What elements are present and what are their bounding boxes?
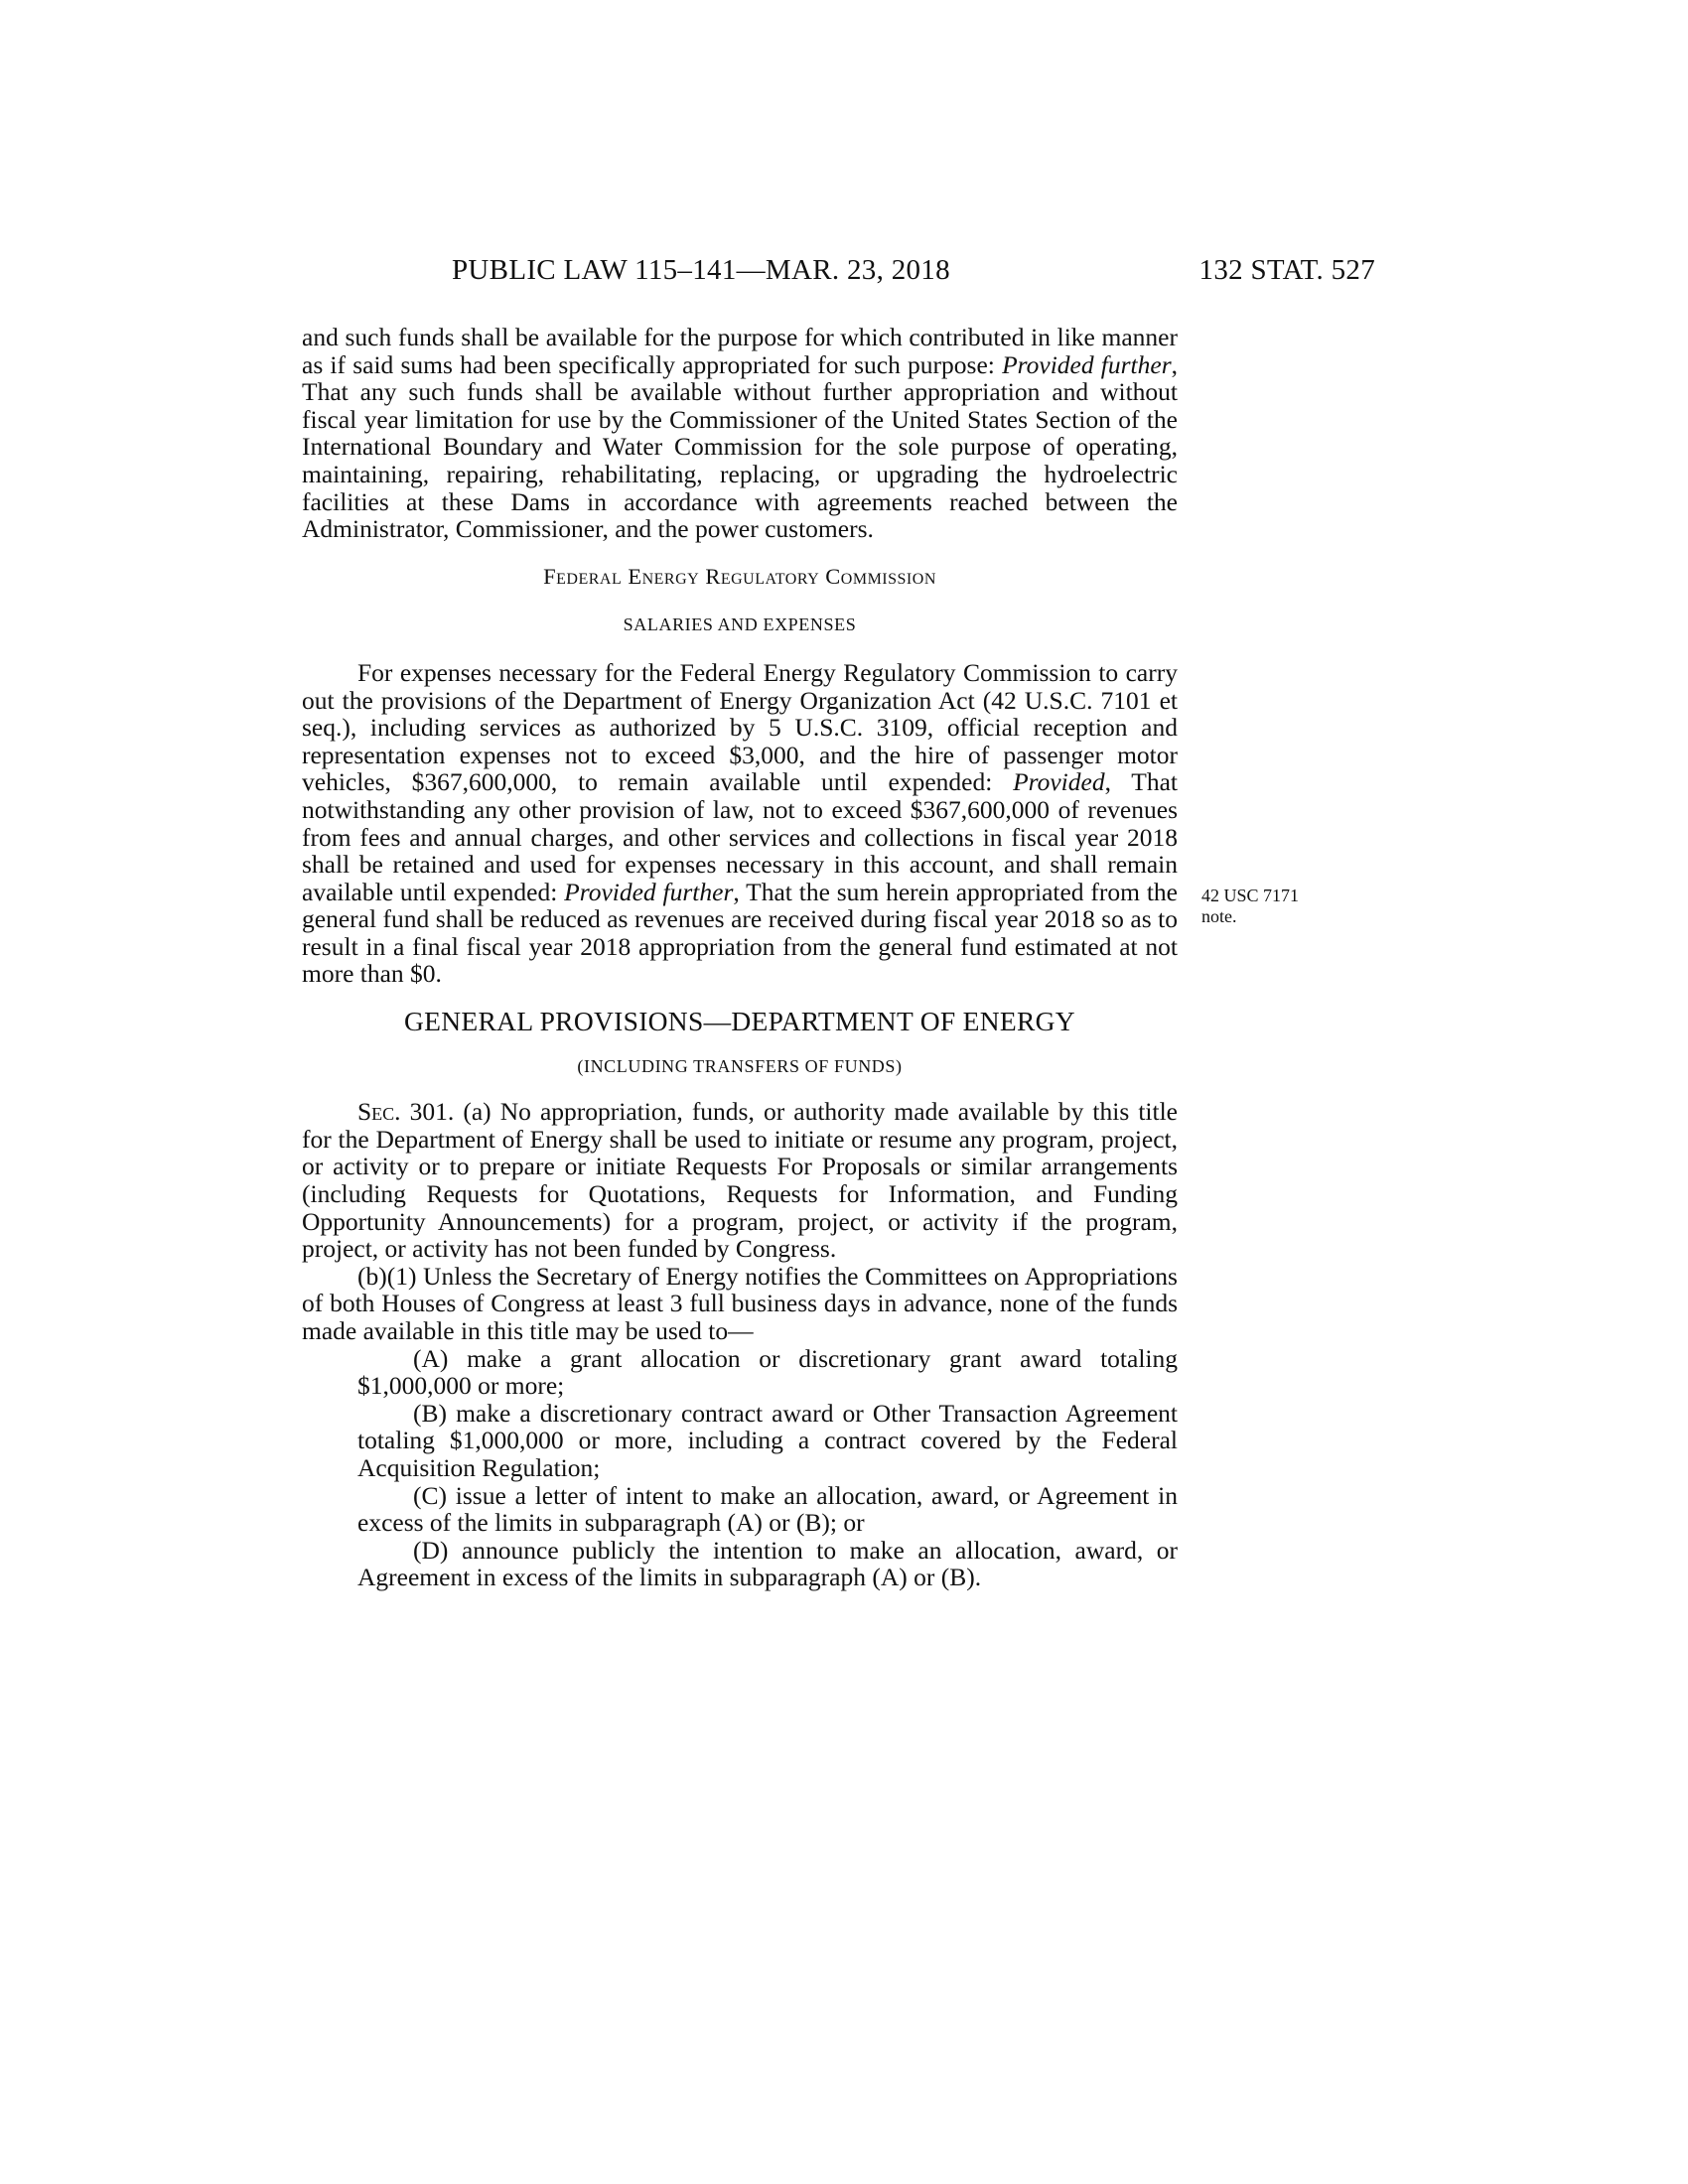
account-heading: SALARIES AND EXPENSES — [623, 614, 857, 635]
body-text-column — [302, 324, 1178, 1591]
margin-citation — [1201, 886, 1299, 927]
section-301-a — [302, 1098, 1178, 1263]
subparagraph-a: (A) make a grant allocation or discretionary grant award totaling $1,000,000 or more; — [357, 1343, 1178, 1401]
margin-citation-line-2: note. — [1201, 906, 1237, 926]
ferc-proviso-1: Provided — [1013, 767, 1105, 797]
agency-heading: Federal Energy Regulatory Commission — [543, 563, 936, 589]
continuation-text-2: , That any such funds shall be available without further appropriation and without fiscal year limitation for use by the Commissioner of the United States Section of the International Boundary and Water Commission for the sole purpose of operating, maintaining, repairing, rehabilitating, replacing, or upgrading the hydroelectric facilities at these Dams in accordance with agreements reached between the Administrator, Commissioner, and the power customers. — [302, 349, 1179, 544]
section-301-a-text: 301. (a) No appropriation, funds, or authority made available by this title for the Department of Energy shall be used to initiate or resume any program, project, or activity or to prepare or initiate Requests For Proposals or similar arrangements (including Requests for Quotations, Requests for Information, and Funding Opportunity Announcements) for a program, project, or activity if the program, project, or activity has not been funded by Congress. — [302, 1097, 1178, 1264]
continuation-paragraph — [302, 324, 1178, 543]
section-301-b1: (b)(1) Unless the Secretary of Energy notifies the Committees on Appropriations of both Houses of Congress at least 3 full business days in advance, none of the funds made available in this title may be used to— — [302, 1261, 1178, 1345]
subparagraph-b: (B) make a discretionary contract award or Other Transaction Agreement totaling $1,000,000 or more, including a contract covered by the Federal Acquisition Regulation; — [357, 1398, 1178, 1482]
ferc-text-1: For expenses necessary for the Federal Energy Regulatory Commission to carry out the provisions of the Department of Energy Organization Act (42 U.S.C. 7101 et seq.), including services as authorized by 5 U.S.C. 3109, official reception and representation expenses not to exceed $3,000, and the hire of passenger motor vehicles, $367,600,000, to remain available until expended: — [302, 657, 1178, 797]
ferc-proviso-2: Provided further — [564, 877, 734, 906]
transfers-subheading: (INCLUDING TRANSFERS OF FUNDS) — [577, 1055, 903, 1076]
continuation-text-1: and such funds shall be available for the purpose for which contributed in like manner as if said sums had been specifically appropriated for such purpose: — [302, 323, 1178, 379]
page-reference: 132 STAT. 527 — [1198, 254, 1375, 286]
ferc-paragraph — [302, 659, 1178, 988]
running-header-title: PUBLIC LAW 115–141—MAR. 23, 2018 — [452, 254, 950, 286]
section-label: Sec. — [357, 1097, 401, 1127]
general-provisions-heading: GENERAL PROVISIONS—DEPARTMENT OF ENERGY — [404, 1006, 1075, 1037]
margin-citation-line-1: 42 USC 7171 — [1201, 886, 1300, 905]
ferc-text-2: , That notwithstanding any other provision of law, not to exceed $367,600,000 of revenues from fees and annual charges, and other services and collections in fiscal year 2018 shall be retained and used for expenses necessary in this account, and shall remain available until expended: — [302, 767, 1178, 906]
subparagraph-d: (D) announce publicly the intention to make an allocation, award, or Agreement in excess of the limits in subparagraph (A) or (B). — [357, 1535, 1178, 1592]
subparagraph-c: (C) issue a letter of intent to make an allocation, award, or Agreement in excess of the limits in subparagraph (A) or (B); or — [357, 1480, 1178, 1538]
continuation-proviso: Provided further — [1002, 349, 1172, 379]
ferc-text-3: , That the sum herein appropriated from the general fund shall be reduced as revenues are received during fiscal year 2018 so as to result in a final fiscal year 2018 appropriation from the general fund estimated at not more than $0. — [302, 877, 1178, 989]
